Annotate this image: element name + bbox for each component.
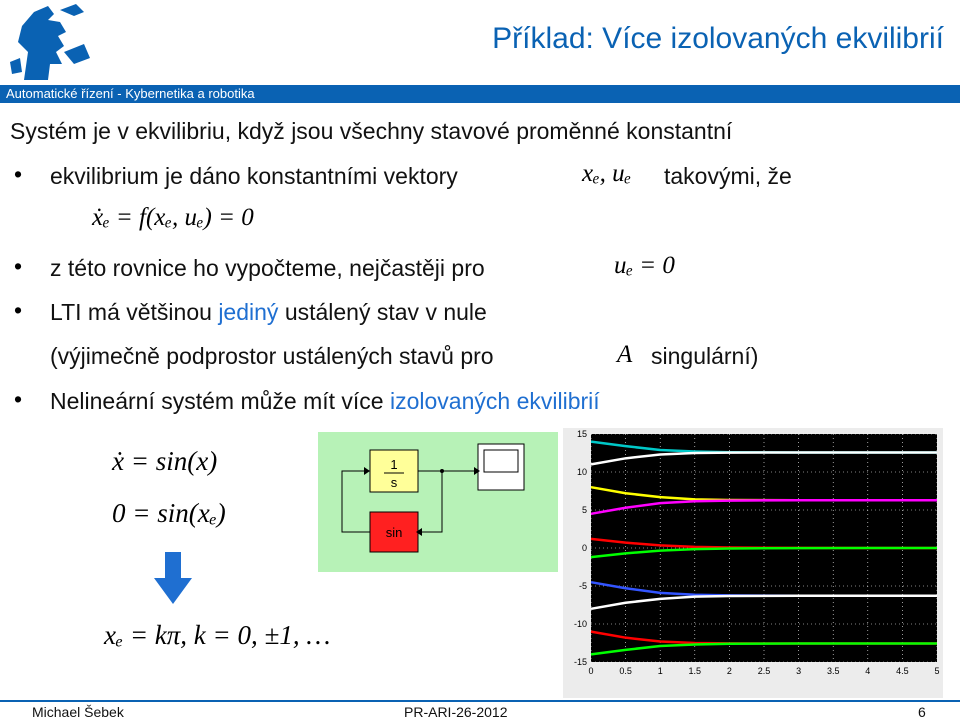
bullet-4-highlight: izolovaných ekvilibrií (390, 388, 600, 414)
simulation-plot (563, 428, 943, 698)
y-tick-label: 0 (581, 543, 587, 553)
footer-page-number: 6 (918, 704, 926, 720)
header-bar-text: Automatické řízení - Kybernetika a robotika (6, 86, 255, 101)
sin-block-label: sin (385, 525, 403, 540)
bullet-2-math: uₑ = 0 (614, 252, 675, 279)
page-title: Příklad: Více izolovaných ekvilibrií (492, 22, 944, 55)
down-arrow-icon (154, 552, 192, 604)
bullet-4-text (50, 388, 600, 415)
footer-rule (0, 700, 960, 702)
bullet-1-tail: takovými, že (664, 163, 792, 189)
x-tick-label: 0.5 (619, 666, 632, 676)
x-tick-label: 1 (657, 666, 663, 676)
equilibrium-equation: ẋₑ = f(xₑ, uₑ) = 0 (92, 204, 254, 231)
university-logo (4, 2, 94, 84)
bullet-1-text: ekvilibrium je dáno konstantními vektory (50, 163, 458, 189)
footer-author: Michael Šebek (32, 704, 124, 720)
bullet-dot: • (14, 386, 23, 412)
equilibrium-condition: 0 = sin(xₑ) (112, 498, 226, 528)
intro-line: Systém je v ekvilibriu, když jsou všechny stavové proměnné konstantní (10, 118, 733, 144)
bullet-3-highlight: jediný (218, 299, 279, 325)
bullet-3-post: ustálený stav v nule (284, 299, 487, 325)
bullet-3-pre: LTI má většinou (50, 299, 212, 325)
x-tick-label: 5 (934, 666, 940, 676)
y-tick-label: 5 (581, 505, 587, 515)
bullet-dot: • (14, 253, 23, 279)
integrator-denominator: s (390, 475, 398, 490)
x-tick-label: 4 (865, 666, 871, 676)
bullet-4-pre: Nelineární systém může mít více (50, 388, 384, 414)
header-bar (0, 85, 960, 103)
x-tick-label: 2 (726, 666, 732, 676)
bullet-3-text (50, 299, 487, 326)
x-tick-label: 4.5 (896, 666, 909, 676)
integrator-numerator: 1 (390, 457, 398, 472)
y-tick-label: -15 (573, 657, 587, 667)
y-tick-label: 15 (576, 429, 587, 439)
note-line-post: singulární) (651, 343, 759, 369)
solution-equation: xₑ = kπ, k = 0, ±1, … (104, 620, 331, 650)
footer-code: PR-ARI-26-2012 (404, 704, 508, 720)
system-equation: ẋ = sin(x) (112, 446, 218, 476)
note-line-pre: (výjimečně podprostor ustálených stavů pro (50, 343, 494, 369)
note-line-math: A (617, 341, 633, 368)
bullet-dot: • (14, 297, 23, 323)
y-tick-label: -5 (578, 581, 587, 591)
y-tick-label: 10 (576, 467, 587, 477)
y-tick-label: -10 (573, 619, 587, 629)
x-tick-label: 1.5 (688, 666, 702, 676)
x-tick-label: 2.5 (757, 666, 771, 676)
bullet-dot: • (14, 161, 23, 187)
simulink-diagram (318, 432, 558, 572)
x-tick-label: 3 (796, 666, 802, 676)
bullet-1-math: xₑ, uₑ (582, 160, 632, 187)
x-tick-label: 3.5 (826, 666, 840, 676)
bullet-2-text: z této rovnice ho vypočteme, nejčastěji pro (50, 255, 485, 281)
x-tick-label: 0 (588, 666, 594, 676)
